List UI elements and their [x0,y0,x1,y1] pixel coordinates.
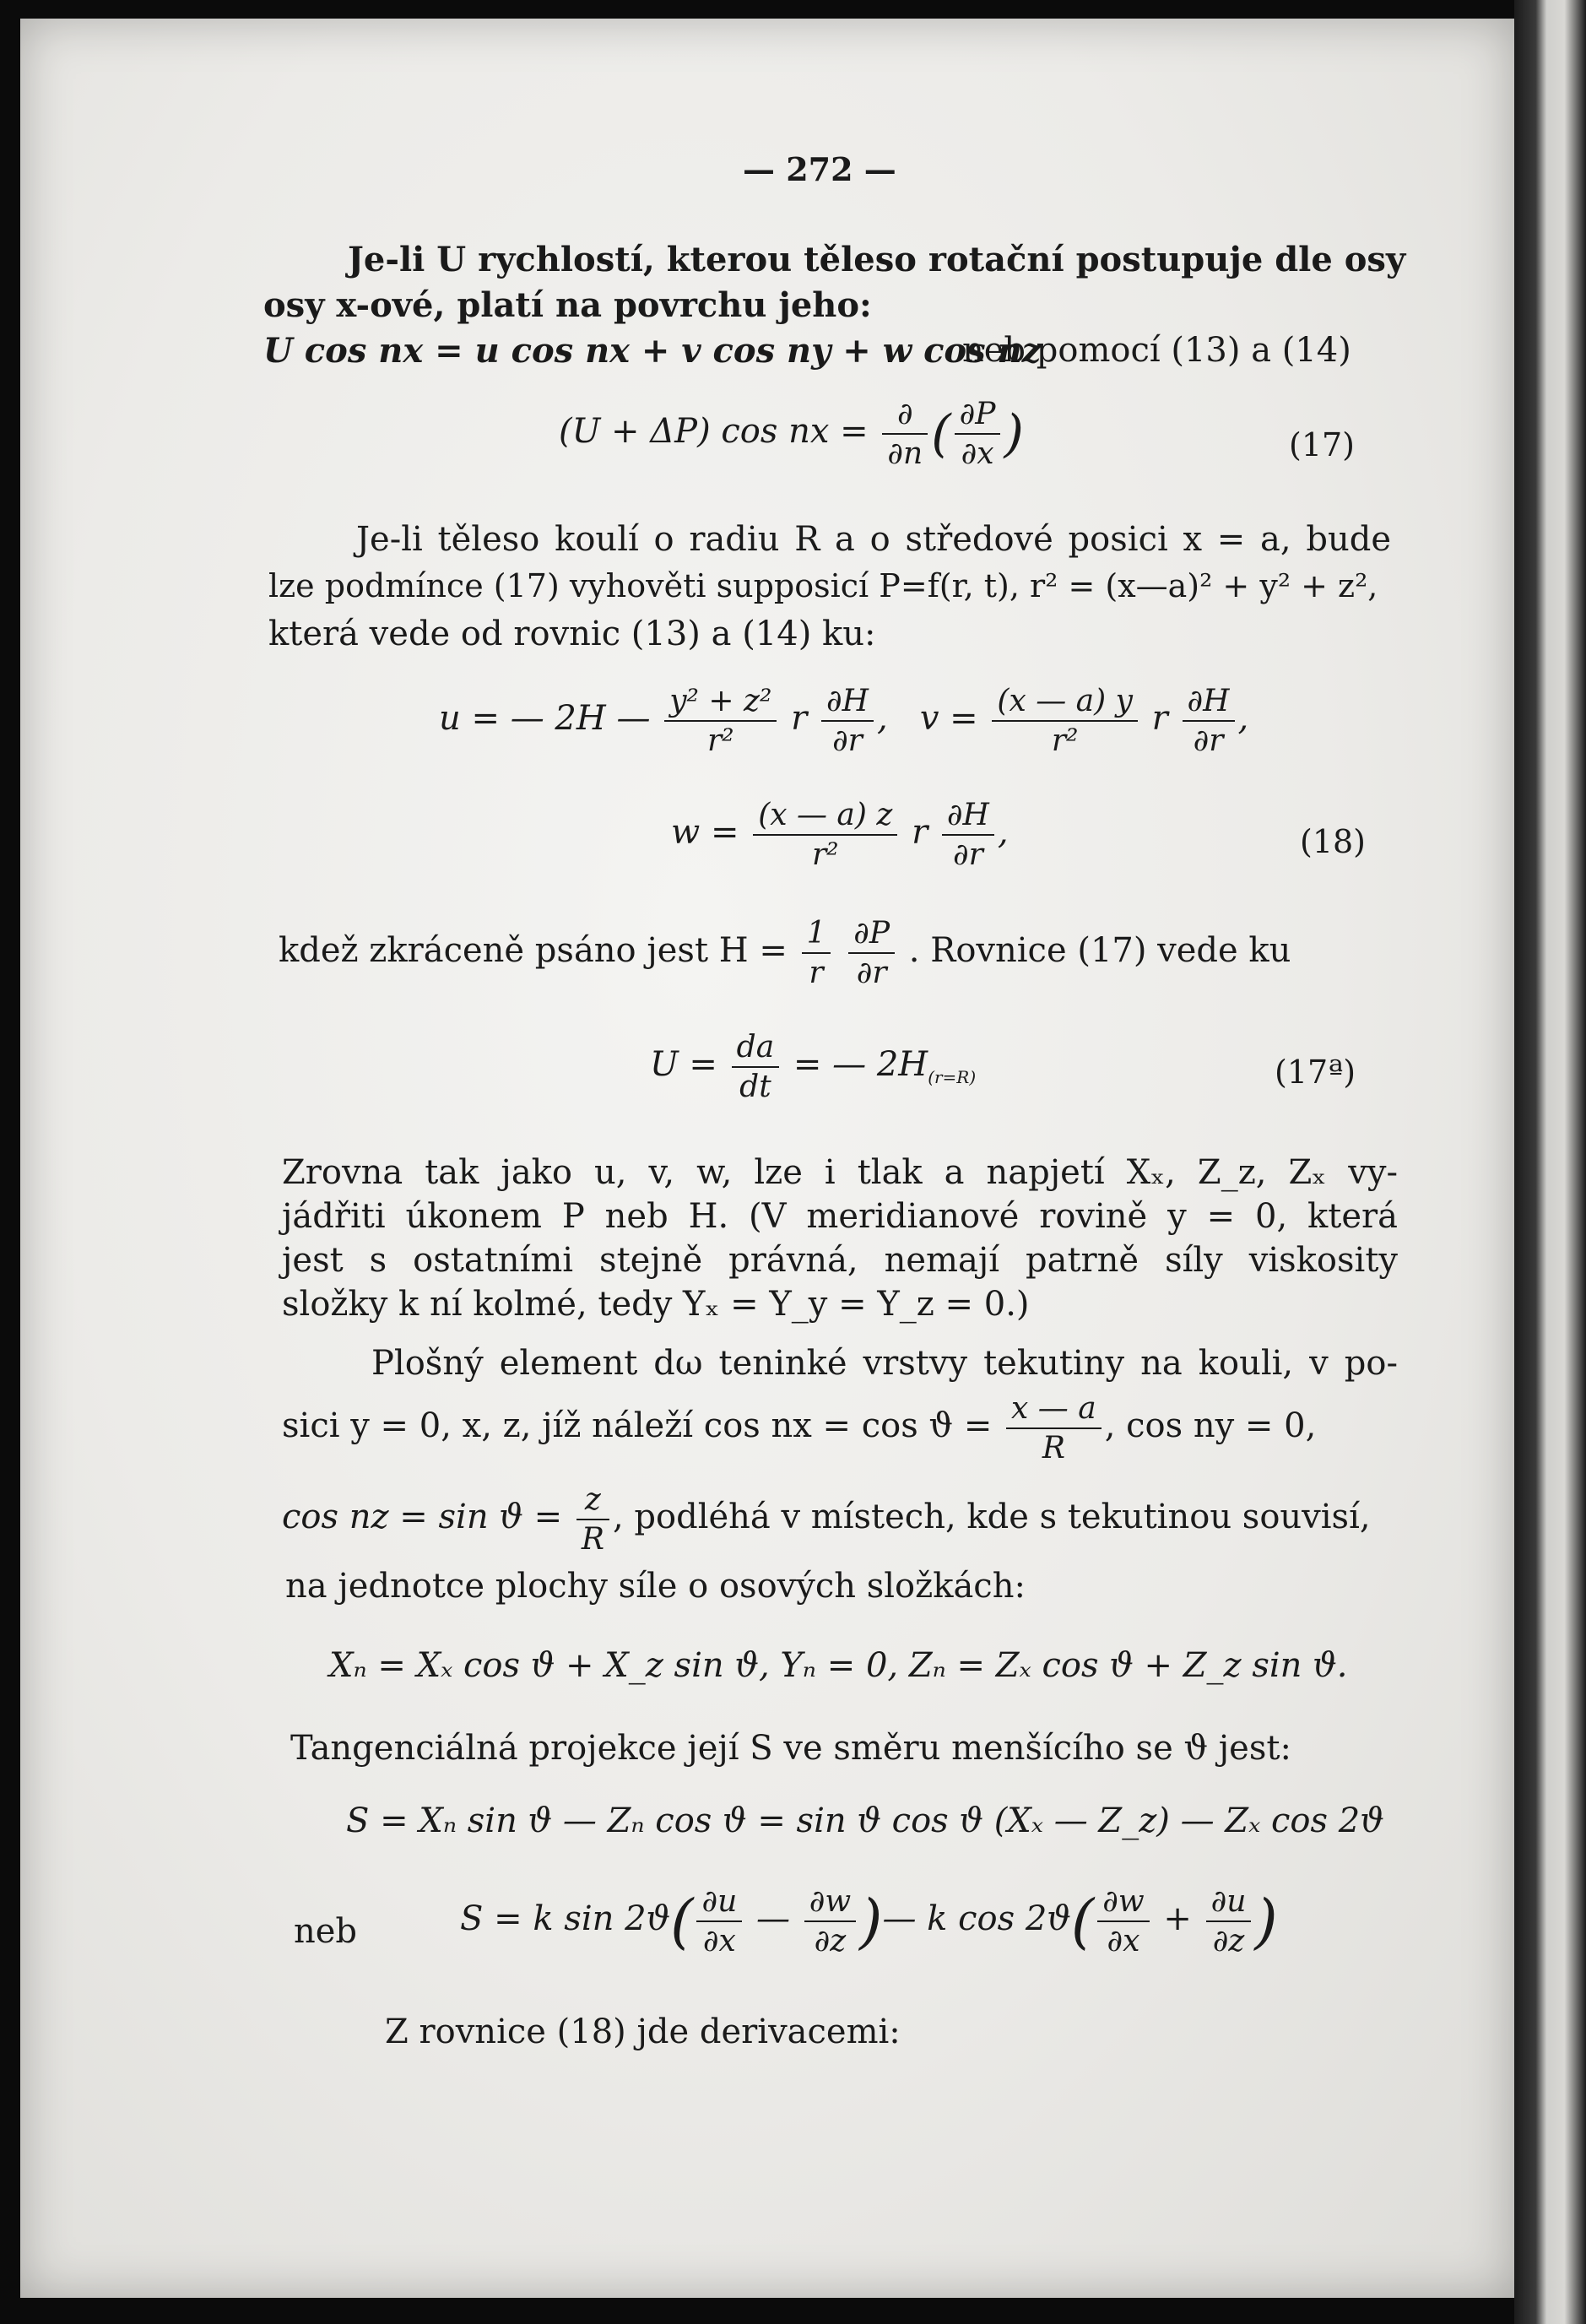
para3-frac2-num: ∂P [848,916,895,954]
eq18-dh3-den: ∂r [953,837,983,872]
eqS2-c-num: ∂w [1097,1884,1149,1922]
para3-text1: kdež zkráceně psáno jest H = [279,931,788,970]
para1-line3-text: neb pomocí (13) a (14) [962,331,1351,370]
eq18-r1: r [791,699,808,738]
eq18-r3: r [912,813,928,852]
para4-line3: jest s ostatními stejně právná, nemají patrně síly viskosity [282,1241,1398,1280]
equation-S1: S = Xₙ sin ϑ — Zₙ cos ϑ = sin ϑ cos ϑ (Xₓ — Z_z) — Zₓ cos 2ϑ [346,1801,1384,1840]
equation-18-w [671,798,1009,872]
para5-line2-a: sici y = 0, x, z, jíž náleží cos nx = cos ϑ = [282,1406,993,1445]
eq18-dh2-num: ∂H [1183,684,1235,722]
eq18-u-lhs: u = — 2H — [439,699,651,738]
para1-line3-formula: U cos nx = u cos nx + v cos ny + w cos nz [263,331,1042,371]
eq18-v-lhs: v = [919,699,978,738]
para3-frac2-den: ∂r [856,956,887,990]
para4-line2: jádřiti úkonem P neb H. (V meridianové rovině y = 0, která [282,1197,1398,1236]
eqS2-d-den: ∂z [1212,1924,1245,1958]
equation-17: (U + ΔP) cos nx = $\frac{\partial}{\partial n}$ ( $\frac{\partial P}{\partial x}$ ) [559,397,1024,471]
eq17-inner-num: ∂P [955,397,1001,435]
eqS2-plus: + [1163,1899,1192,1938]
para5-line2 [282,1391,1316,1465]
eq18-dh1-den: ∂r [832,723,863,758]
eq17a-num: da [732,1030,780,1068]
eqS2-b-num: ∂w [804,1884,856,1922]
equation-forces: Xₙ = Xₓ cos ϑ + X_z sin ϑ, Yₙ = 0, Zₙ = Zₓ cos ϑ + Z_z sin ϑ. [329,1646,1348,1685]
eq18-comma2: , [1237,699,1249,738]
eqS2-d-num: ∂u [1206,1884,1252,1922]
para2-line1: Je-li těleso koulí o radiu R a o středové posici x = a, bude [356,520,1391,559]
eqS2-c-den: ∂x [1107,1924,1140,1958]
eqS2-a-den: ∂x [702,1924,736,1958]
eqS2-mid: — k cos 2ϑ [882,1899,1071,1938]
eq18-dh3-num: ∂H [942,798,994,836]
para4-line4: složky k ní kolmé, tedy Yₓ = Y_y = Y_z = 0.) [282,1285,1030,1324]
eq-S2-label: neb [294,1912,358,1951]
para5-line3-b: , podléhá v místech, kde s tekutinou souvisí, [612,1498,1371,1536]
eq17a-number: (17ª) [1275,1054,1356,1091]
para1-line2: osy x-ové, platí na povrchu jeho: [263,285,872,325]
para2-line2: lze podmínce (17) vyhověti supposicí P=f(r, t), r² = (x—a)² + y² + z², [268,567,1378,604]
eq17a-den: dt [739,1070,771,1104]
para5-line2-num: x — a [1006,1391,1102,1429]
page-number: — 272 — [743,150,896,188]
eq18-v-den: r² [1051,723,1079,758]
para2-line3: která vede od rovnic (13) a (14) ku: [268,615,876,653]
eqS2-minus: — [755,1899,790,1938]
eq18-dh2-den: ∂r [1193,723,1224,758]
para3 [279,916,1291,990]
para5-line2-b: , cos ny = 0, [1104,1406,1317,1445]
eq17-d1-num: ∂ [882,397,928,435]
book-spine [1514,0,1586,2324]
equation-S2: S = k sin 2ϑ( $\frac{\partial u}{\partial x}$ — $\frac{\partial w}{\partial z}$ )— k cos 2ϑ( $\frac{\partial w}{\partial x}$ + $\frac{\partial u}{\partial z}$ ) [460,1884,1278,1958]
eq17a-sub: (r=R) [928,1067,977,1087]
eq18-comma3: , [997,813,1009,852]
eq17-lhs: (U + ΔP) cos nx = [559,412,869,451]
equation-18-uv [439,684,1248,758]
eq18-u-den: r² [706,723,734,758]
eq17-number: (17) [1289,426,1356,463]
eqS2-lhs: S = k sin 2ϑ [460,1899,671,1938]
eq18-v-num: (x — a) y [992,684,1138,722]
eqS2-a-num: ∂u [696,1884,742,1922]
equation-17a [650,1030,976,1104]
para1-line1: Je-li U rychlostí, kterou těleso rotační postupuje dle osy [348,240,1406,279]
para5-line4: na jednotce plochy síle o osových složkách: [285,1567,1026,1606]
para3-frac-den: r [809,956,824,990]
eq18-comma1: , [876,699,888,738]
eq17a-rhs: = — 2H [793,1045,928,1084]
para5-line3-a: cos nz = sin ϑ = [282,1498,563,1536]
para5-line2-den: R [1042,1431,1065,1465]
eq17-inner-den: ∂x [961,436,994,471]
eq18-w-lhs: w = [671,813,739,852]
para3-text2: . Rovnice (17) vede ku [908,931,1291,970]
eq18-dh1-num: ∂H [821,684,874,722]
eq17a-lhs: U = [650,1045,717,1084]
eq18-number: (18) [1300,823,1367,860]
para7: Z rovnice (18) jde derivacemi: [385,2013,901,2051]
eq18-r2: r [1151,699,1168,738]
eq18-w-den: r² [811,837,839,872]
para5-line3-den: R [581,1522,604,1557]
para5-line3 [282,1482,1371,1557]
para3-frac-num: 1 [802,916,831,954]
para6: Tangenciálná projekce její S ve směru menšícího se ϑ jest: [290,1729,1291,1768]
eqS2-b-den: ∂z [814,1924,847,1958]
eq18-u-num: y² + z² [664,684,777,722]
para5-line3-num: z [576,1482,609,1520]
eq17-d1-den: ∂n [887,436,923,471]
eq18-w-num: (x — a) z [753,798,897,836]
para5-line1: Plošný element dω teninké vrstvy tekutiny na kouli, v po- [371,1344,1398,1383]
para4-line1: Zrovna tak jako u, v, w, lze i tlak a napjetí Xₓ, Z_z, Zₓ vy- [282,1153,1398,1192]
